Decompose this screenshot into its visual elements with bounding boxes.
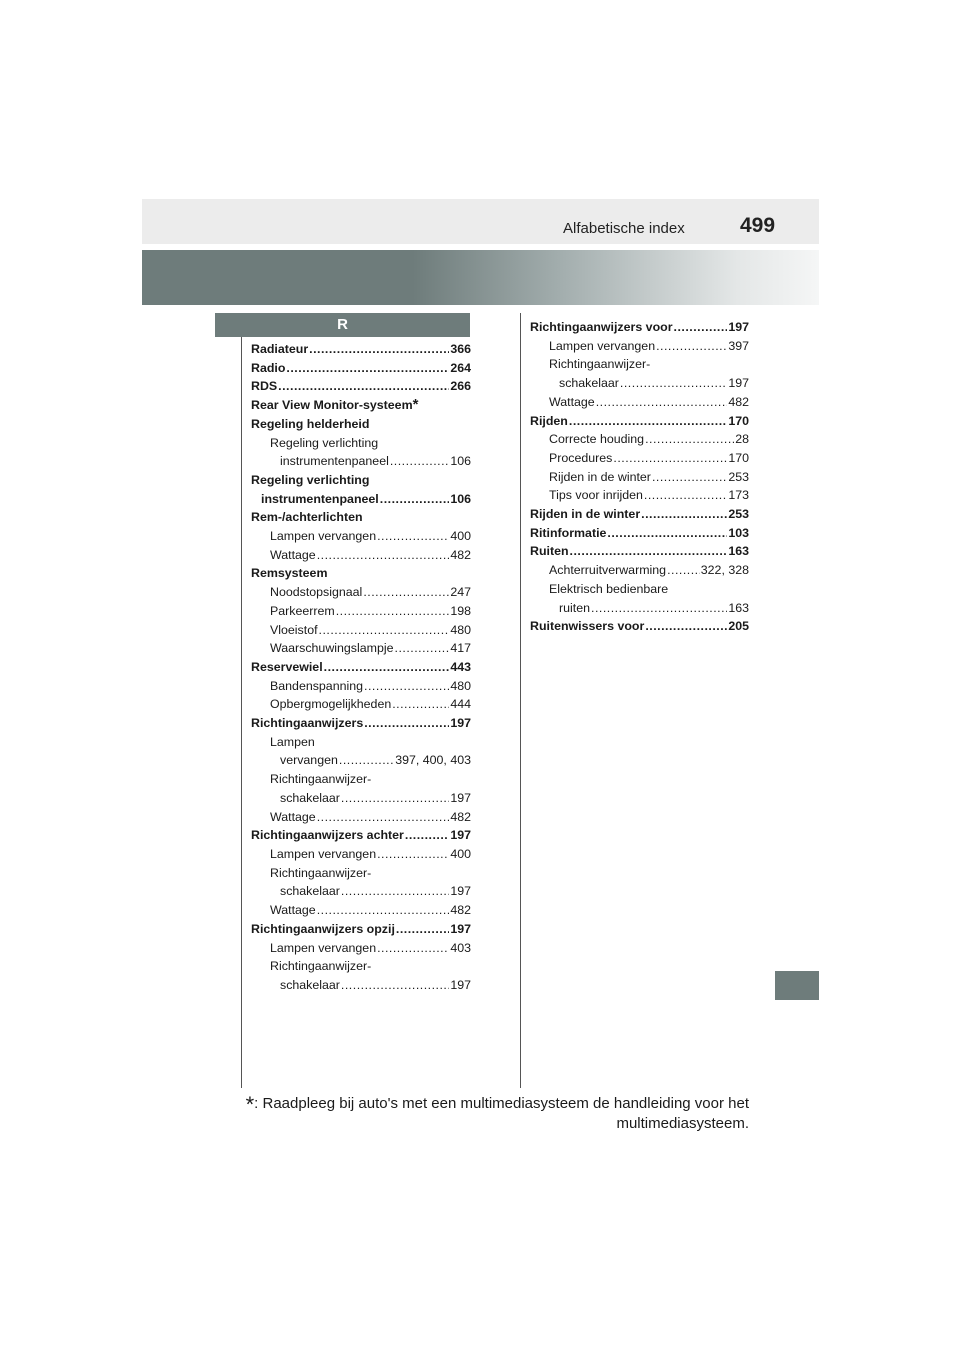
- leader-dots: [377, 939, 449, 958]
- index-entry: [251, 527, 471, 546]
- index-entry-label: RDS: [251, 379, 278, 394]
- index-entry: [530, 412, 749, 431]
- leader-dots: [596, 393, 728, 412]
- leader-dots: [667, 561, 700, 580]
- index-entry-page: 106: [450, 454, 471, 469]
- leader-dots: [607, 524, 727, 543]
- leader-dots: [341, 789, 449, 808]
- leader-dots: [390, 452, 449, 471]
- index-entry: [530, 318, 749, 337]
- leader-dots: [620, 374, 727, 393]
- index-entry: [530, 430, 749, 449]
- index-entry: [530, 599, 749, 618]
- index-entry: [530, 505, 749, 524]
- index-entry-page: 264: [450, 360, 471, 375]
- footnote-marker: *: [245, 1092, 255, 1117]
- index-entry: [251, 583, 471, 602]
- index-entry-page: 480: [450, 678, 471, 693]
- section-title: Alfabetische index: [563, 220, 685, 237]
- index-entry-label: ruiten: [559, 600, 590, 615]
- index-entry: [251, 415, 471, 434]
- index-entry: [251, 826, 471, 845]
- index-entry: [251, 452, 471, 471]
- index-entry-label: Richtingaanwijzer-: [549, 357, 651, 372]
- index-entry: [251, 508, 471, 527]
- leader-dots: [324, 658, 450, 677]
- index-entry: [530, 580, 749, 599]
- index-entry-page: 247: [450, 585, 471, 600]
- page-number: 499: [740, 214, 776, 237]
- index-entry-label: Richtingaanwijzers voor: [530, 320, 673, 334]
- index-letter-header: R: [215, 313, 470, 337]
- leader-dots: [278, 377, 449, 396]
- column-divider-left: [241, 337, 242, 1088]
- index-entry: [530, 374, 749, 393]
- index-entry-label: schakelaar: [280, 884, 340, 899]
- index-entry-page: 266: [450, 379, 471, 394]
- index-entry: [251, 808, 471, 827]
- index-entry-label: Rijden in de winter: [530, 507, 641, 522]
- index-entry-label: Lampen vervangen: [270, 846, 377, 861]
- index-entry-label: Bandenspanning: [270, 678, 364, 693]
- index-entry-label: schakelaar: [559, 376, 619, 391]
- index-entry-page: 444: [450, 697, 471, 712]
- index-entry-label: schakelaar: [280, 790, 340, 805]
- leader-dots: [405, 826, 449, 845]
- index-entry-label: Richtingaanwijzers achter: [251, 828, 404, 843]
- column-divider-middle: [520, 313, 521, 1088]
- index-entry: [251, 359, 471, 378]
- leader-dots: [317, 901, 450, 920]
- index-entry: [251, 714, 471, 733]
- header-band: [142, 199, 819, 244]
- index-entry-page: 106: [450, 491, 471, 506]
- index-entry: [251, 639, 471, 658]
- index-entry-page: 197: [450, 884, 471, 899]
- leader-dots: [286, 359, 449, 378]
- index-entry: [251, 976, 471, 995]
- index-entry-page: 482: [450, 903, 471, 918]
- index-entry-page: 197: [450, 977, 471, 992]
- index-entry-label: Noodstopsignaal: [270, 585, 363, 600]
- index-entry-label: Lampen vervangen: [549, 338, 656, 353]
- leader-dots: [645, 617, 727, 636]
- index-entry-page: 198: [450, 603, 471, 618]
- index-entry-label: Ritinformatie: [530, 525, 607, 540]
- index-entry-label: Wattage: [270, 547, 316, 562]
- index-entry-label: Radiateur: [251, 342, 309, 356]
- index-entry-label: Regeling helderheid: [251, 416, 370, 431]
- index-entry-label: Richtingaanwijzer-: [270, 865, 372, 880]
- leader-dots: [377, 845, 449, 864]
- index-entry: [251, 564, 471, 583]
- index-entry-label: Parkeerrem: [270, 603, 335, 618]
- index-entry-page: 170: [728, 413, 749, 428]
- index-entry: [251, 377, 471, 396]
- index-entry: [251, 677, 471, 696]
- index-entry-label: Achterruitverwarming: [549, 563, 667, 578]
- index-entry-label: Lampen vervangen: [270, 529, 377, 544]
- index-entry: [251, 751, 471, 770]
- index-entry: [251, 845, 471, 864]
- index-entry-page: 197: [450, 828, 471, 843]
- index-entry-label: Elektrisch bedienbare: [549, 581, 669, 596]
- index-entry: [251, 621, 471, 640]
- decorative-gradient-band: [142, 250, 819, 305]
- leader-dots: [570, 542, 728, 561]
- leader-dots: [364, 677, 449, 696]
- index-entry-page: 163: [728, 600, 749, 615]
- index-entry-label: Correcte houding: [549, 432, 645, 447]
- index-entry: [530, 617, 749, 636]
- index-entry-page: 197: [450, 921, 471, 936]
- leader-dots: [380, 490, 450, 509]
- leader-dots: [339, 751, 394, 770]
- index-entry: [251, 471, 471, 490]
- index-entry-label: Ruitenwissers voor: [530, 619, 645, 634]
- index-entry-label: Wattage: [270, 903, 316, 918]
- index-entry: [251, 434, 471, 453]
- index-entry-label: Lampen vervangen: [270, 940, 377, 955]
- index-entry-label: Rijden in de winter: [549, 469, 651, 484]
- index-entry: [530, 561, 749, 580]
- index-entry-label: instrumentenpaneel: [280, 454, 389, 469]
- index-entry-page: 322, 328: [700, 563, 749, 578]
- leader-dots: [309, 340, 449, 359]
- index-entry-label: Lampen: [270, 734, 315, 749]
- leader-dots: [652, 468, 727, 487]
- index-entry-page: 253: [728, 507, 749, 522]
- leader-dots: [364, 714, 449, 733]
- leader-dots: [591, 599, 727, 618]
- index-entry-label: Procedures: [549, 450, 613, 465]
- index-entry-page: 443: [450, 659, 471, 674]
- index-entry-page: 197: [728, 320, 749, 334]
- footnote-text: : Raadpleeg bij auto's met een multimediasysteem de handleiding voor het multimediasysteem.: [254, 1095, 749, 1132]
- index-entry-label: Regeling verlichting: [251, 472, 370, 487]
- index-entry-page: 403: [450, 940, 471, 955]
- leader-dots: [341, 976, 449, 995]
- leader-dots: [319, 621, 450, 640]
- leader-dots: [613, 449, 727, 468]
- index-entry-label: Regeling verlichting: [270, 435, 379, 450]
- footnote: [229, 1094, 749, 1134]
- index-entry-page: 197: [450, 716, 471, 731]
- leader-dots: [644, 486, 727, 505]
- index-entry-label: Radio: [251, 360, 286, 375]
- index-entry-label: Rear View Monitor-systeem: [251, 398, 413, 413]
- index-entry-page: 205: [728, 619, 749, 634]
- index-entry-label: Richtingaanwijzer-: [270, 959, 372, 974]
- leader-dots: [641, 505, 727, 524]
- index-entry-page: 482: [450, 547, 471, 562]
- index-entry-label: Tips voor inrijden: [549, 488, 643, 503]
- index-entry-page: 417: [450, 641, 471, 656]
- index-entry: [530, 486, 749, 505]
- leader-dots: [317, 808, 450, 827]
- index-entry-label: Wattage: [270, 809, 316, 824]
- index-entry: [251, 957, 471, 976]
- index-entry-label: Wattage: [549, 394, 595, 409]
- leader-dots: [656, 337, 727, 356]
- index-entry: [251, 882, 471, 901]
- leader-dots: [396, 920, 449, 939]
- index-entry-label: Waarschuwingslampje: [270, 641, 394, 656]
- index-entry-label: Reservewiel: [251, 659, 323, 674]
- index-entry-page: 173: [728, 488, 749, 503]
- index-entry-page: 482: [728, 394, 749, 409]
- chapter-thumb-tab: [775, 971, 819, 1000]
- index-entry-label: Remsysteem: [251, 566, 328, 581]
- index-entry: [251, 770, 471, 789]
- index-entry: [251, 546, 471, 565]
- leader-dots: [363, 583, 449, 602]
- index-entry: [530, 449, 749, 468]
- leader-dots: [674, 318, 728, 337]
- leader-dots: [395, 639, 450, 658]
- index-entry: [251, 733, 471, 752]
- index-entry-page: 28: [735, 432, 749, 447]
- index-entry-page: 163: [728, 544, 749, 559]
- leader-dots: [377, 527, 449, 546]
- index-entry: [251, 340, 471, 359]
- index-entry-label: Rem-/achterlichten: [251, 510, 363, 525]
- index-entry: Rear View Monitor-systeem *: [251, 396, 419, 414]
- index-entry-page: 397, 400, 403: [395, 753, 471, 768]
- index-entry: [530, 355, 749, 374]
- index-column-left: [251, 340, 471, 995]
- index-entry: [251, 789, 471, 808]
- index-entry-label: Richtingaanwijzers: [251, 716, 364, 731]
- index-entry-page: 397: [728, 338, 749, 353]
- index-entry: [251, 658, 471, 677]
- index-entry: [530, 393, 749, 412]
- index-column-right: [530, 318, 749, 636]
- index-entry-label: Opbergmogelijkheden: [270, 697, 392, 712]
- index-entry-page: 170: [728, 450, 749, 465]
- index-entry-page: 480: [450, 622, 471, 637]
- index-entry: [530, 524, 749, 543]
- index-entry-label: instrumentenpaneel: [261, 491, 379, 506]
- index-entry-page: 103: [728, 525, 749, 540]
- index-entry-label: Ruiten: [530, 544, 569, 559]
- index-entry-page: 482: [450, 809, 471, 824]
- index-entry-page: 366: [450, 342, 471, 356]
- index-entry: [251, 864, 471, 883]
- index-entry-page: 400: [450, 846, 471, 861]
- index-entry: [251, 602, 471, 621]
- index-entry-page: 197: [450, 790, 471, 805]
- index-entry-page: 197: [728, 376, 749, 391]
- index-entry: [251, 695, 471, 714]
- index-entry-label: Richtingaanwijzers opzij: [251, 921, 395, 936]
- index-entry-label: Vloeistof: [270, 622, 318, 637]
- index-entry-label: schakelaar: [280, 977, 340, 992]
- index-entry: [530, 337, 749, 356]
- index-entry: [530, 542, 749, 561]
- index-entry: [251, 939, 471, 958]
- index-entry: [530, 468, 749, 487]
- leader-dots: [569, 412, 727, 431]
- index-entry-label: Rijden: [530, 413, 568, 428]
- index-entry-label: vervangen: [280, 753, 338, 768]
- leader-dots: [392, 695, 449, 714]
- leader-dots: [341, 882, 449, 901]
- leader-dots: [336, 602, 450, 621]
- leader-dots: [645, 430, 734, 449]
- index-entry-page: 253: [728, 469, 749, 484]
- index-entry: [251, 920, 471, 939]
- leader-dots: [317, 546, 450, 565]
- index-entry-label: Richtingaanwijzer-: [270, 772, 372, 787]
- index-entry: [251, 901, 471, 920]
- index-entry: [251, 490, 471, 509]
- index-entry-page: 400: [450, 529, 471, 544]
